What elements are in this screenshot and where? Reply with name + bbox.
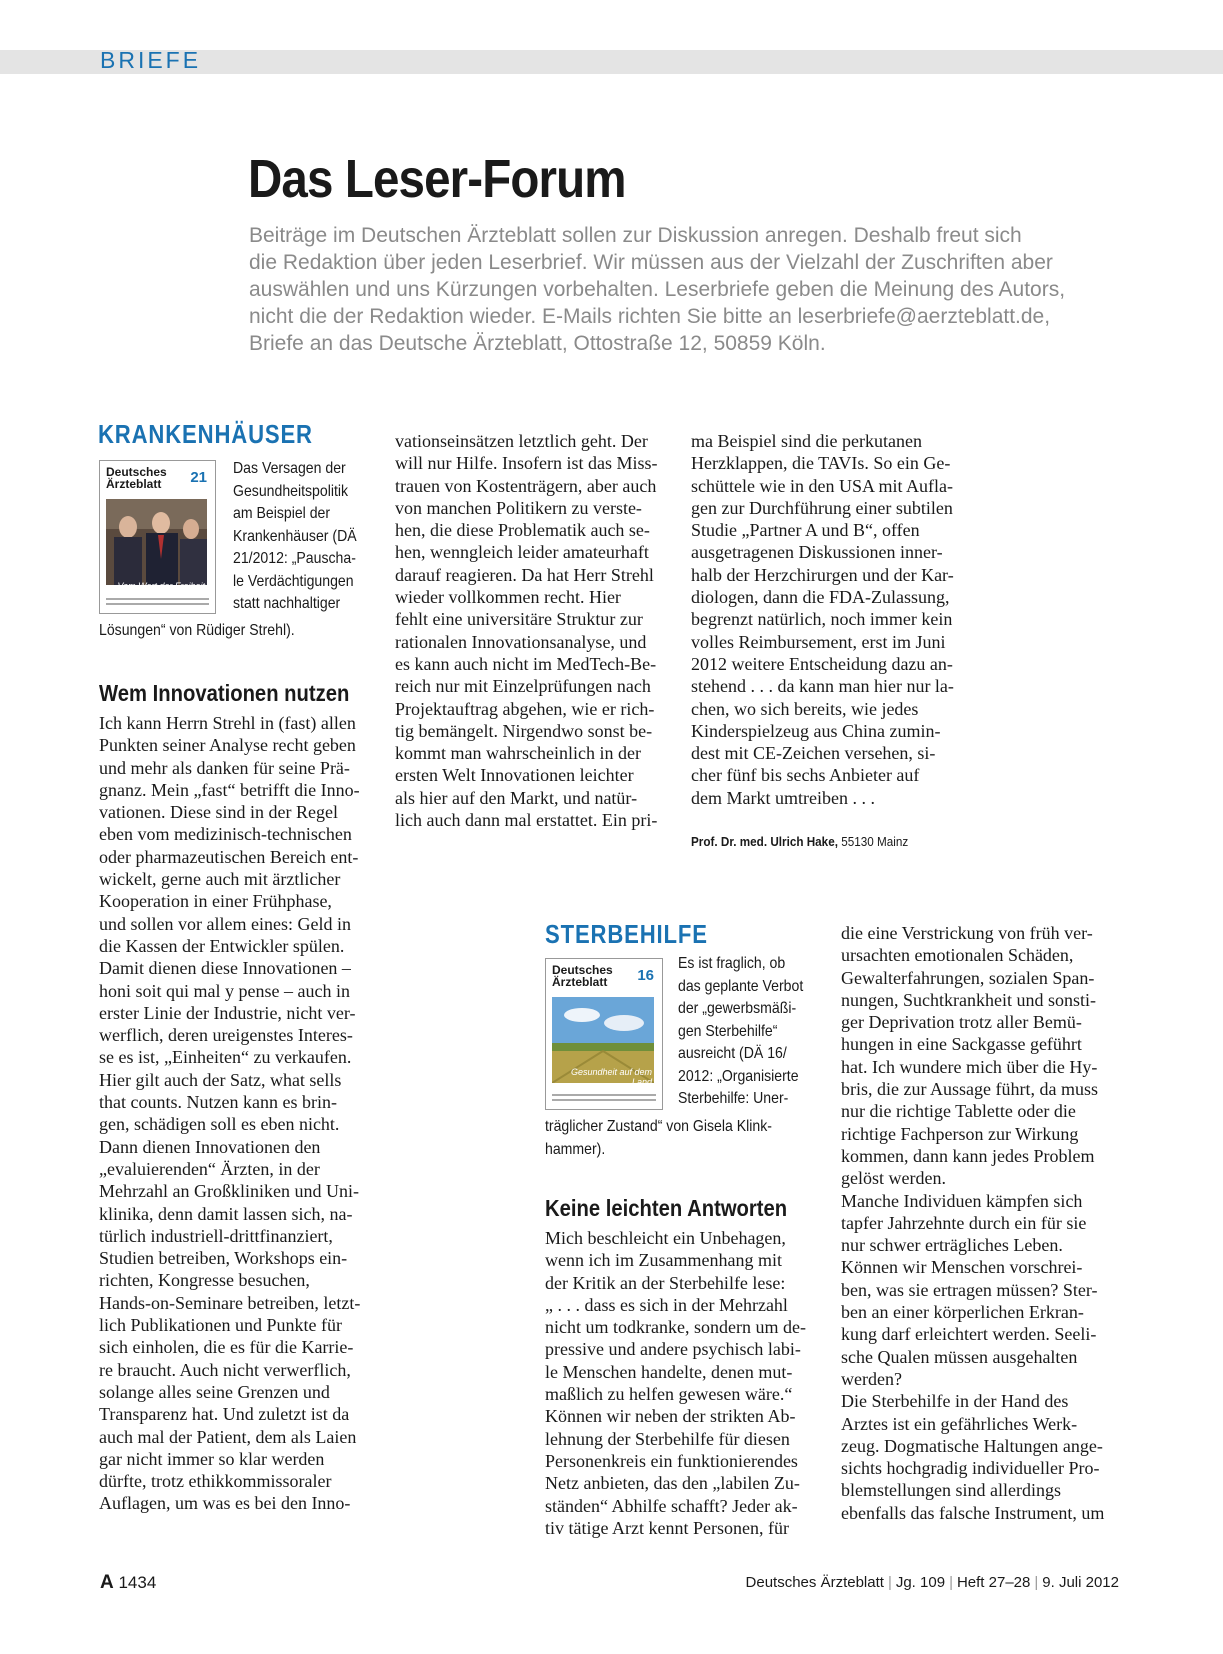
intro-line: Beiträge im Deutschen Ärzteblatt sollen zur Diskussion anregen. Deshalb freut sich [249, 224, 1022, 247]
text-line: le Verdächtigungen [233, 572, 354, 590]
text-line: die Kassen der Entwickler spülen. [99, 935, 345, 956]
text-line: lehnung der Sterbehilfe für diesen [545, 1428, 790, 1449]
text-line: hen, die diese Problematik auch se- [395, 520, 650, 541]
text-line: Prof. Dr. med. Ulrich Hake, [691, 834, 838, 849]
text-line: wenn ich im Zusammenhang mit [545, 1250, 782, 1271]
teaser-krankenhaeuser-last [99, 620, 321, 643]
text-line: tig bemängelt. Nirgendwo sonst be- [395, 720, 653, 741]
section-heading-krankenhaeuser: KRANKENHÄUSER [98, 419, 313, 449]
text-line: zeug. Dogmatische Haltungen ange- [841, 1435, 1103, 1456]
text-line: hen, wenngleich leider amateurhaft [395, 542, 649, 563]
text-line: stehend . . . da kann man hier nur la- [691, 676, 954, 697]
intro-line: nicht die der Redaktion wieder. E-Mails richten Sie bitte an leserbriefe@aerzteblatt.de, [249, 305, 1051, 328]
text-line: Netz anbieten, das den „labilen Zu- [545, 1473, 800, 1494]
cover-photo [106, 499, 209, 585]
text-line: erster Linie der Industrie, nicht ver- [99, 1002, 356, 1023]
cover-caption: Vom Wert der Freiheit [117, 581, 205, 591]
article1-column-3 [691, 430, 954, 809]
text-line: Deutsches Ärzteblatt [745, 1574, 884, 1591]
text-line: richtige Fachperson zur Wirkung [841, 1123, 1079, 1144]
intro-text [249, 222, 1149, 357]
text-line: se es ist, „Einheiten“ zu verkaufen. [99, 1047, 352, 1068]
text-line: reich nur mit Einzelprüfungen nach [395, 676, 651, 697]
text-line: nur schwer erträgliches Leben. [841, 1235, 1063, 1256]
text-line: diologen, dann die FDA-Zulassung, [691, 587, 950, 608]
text-line: der Kritik an der Sterbehilfe lese: [545, 1272, 786, 1293]
text-line: das geplante Verbot [678, 977, 804, 995]
text-line: hat. Ich wundere mich über die Hy- [841, 1056, 1098, 1077]
text-line: sichts hochgradig individueller Pro- [841, 1458, 1100, 1479]
text-line: Die Sterbehilfe in der Hand des [841, 1391, 1069, 1412]
text-line: darauf reagieren. Da hat Herr Strehl [395, 564, 654, 585]
text-line: lich Publikationen und Punkte für [99, 1315, 342, 1336]
text-line: sich einholen, die es für die Karrie- [99, 1337, 354, 1358]
text-line: blemstellungen sind allerdings [841, 1480, 1061, 1501]
text-line: Hands-on-Seminare betreiben, letzt- [99, 1292, 361, 1313]
text-line: wieder vollkommen recht. Hier [395, 587, 621, 608]
text-line: Ich kann Herrn Strehl in (fast) allen [99, 713, 356, 733]
text-line: lich auch dann mal erstattet. Ein pri- [395, 810, 658, 831]
article2-column-2 [841, 922, 1104, 1524]
text-line: le Menschen handelte, denen mut- [545, 1361, 793, 1382]
intro-line: die Redaktion über jeden Leserbrief. Wir müssen aus der Vielzahl der Zuschriften aber [249, 251, 1053, 274]
text-line: 21/2012: „Pauscha- [233, 550, 356, 567]
text-line: honi soit qui mal y pense – auch in [99, 980, 350, 1001]
text-line: Studie „Partner A und B“, offen [691, 520, 920, 541]
text-line: tiv tätige Arzt kennt Personen, für [545, 1517, 789, 1538]
text-line: von manchen Politikern zu verste- [395, 497, 642, 518]
text-line: ursachten emotionalen Schäden, [841, 945, 1074, 966]
text-line: bris, die zur Aussage führt, da muss [841, 1079, 1098, 1100]
text-line: „evaluierenden“ Ärzten, in der [99, 1158, 320, 1179]
text-line: kommt man wahrscheinlich in der [395, 743, 641, 764]
text-line: ständen“ Abhilfe schafft? Jeder ak- [545, 1495, 798, 1516]
section-label: BRIEFE [100, 47, 202, 73]
text-line: hungen in eine Sackgasse geführt [841, 1034, 1082, 1055]
text-line: türlich industriell-drittfinanziert, [99, 1225, 333, 1246]
text-line: Mehrzahl an Großkliniken und Uni- [99, 1181, 359, 1202]
text-line: richten, Kongresse besuchen, [99, 1270, 310, 1291]
text-line: ben, was sie ertragen müssen? Ster- [841, 1279, 1098, 1300]
text-line: Sterbehilfe: Uner- [678, 1090, 789, 1107]
text-line: 55130 Mainz [841, 834, 909, 849]
text-line: begrenzt natürlich, noch immer kein [691, 609, 953, 630]
text-line: ma Beispiel sind die perkutanen [691, 431, 922, 451]
text-line: werflich, deren ureigenstes Interes- [99, 1025, 353, 1046]
text-line: Arztes ist ein gefährliches Werk- [841, 1413, 1078, 1434]
text-line: Transparenz hat. Und zuletzt ist da [99, 1404, 350, 1425]
text-line: 2012 weitere Entscheidung dazu an- [691, 653, 953, 674]
text-line: gelöst werden. [841, 1168, 946, 1189]
cover-issue-number: 16 [637, 967, 654, 984]
text-line: sche Qualen müssen ausgehalten [841, 1346, 1078, 1367]
text-line: solange alles seine Grenzen und [99, 1381, 330, 1402]
intro-line: Briefe an das Deutsche Ärzteblatt, Ottostraße 12, 50859 Köln. [249, 332, 826, 355]
text-line: re braucht. Auch nicht verwerflich, [99, 1359, 351, 1380]
text-line: Ärzteblatt [106, 477, 162, 491]
cover-logo [106, 466, 167, 490]
text-line: statt nachhaltiger [233, 595, 341, 612]
magazine-cover-21 [99, 460, 216, 614]
text-line: ben an einer körperlichen Erkran- [841, 1302, 1084, 1323]
text-line: pressive und andere psychisch labi- [545, 1339, 801, 1360]
text-line: der „gewerbsmäßi- [678, 1000, 797, 1017]
article2-column-1 [545, 1227, 806, 1539]
text-line: Können wir neben der strikten Ab- [545, 1406, 796, 1427]
text-line: eben vom medizinisch-technischen [99, 824, 352, 845]
text-line: chen, wo sich bereits, wie jedes [691, 698, 919, 719]
text-line: gnanz. Mein „fast“ betrifft die Inno- [99, 779, 360, 800]
text-line: ausgetragenen Diskussionen inner- [691, 542, 943, 563]
text-line: Personenkreis ein funktionierendes [545, 1450, 798, 1471]
text-line: trauen von Kostenträgern, aber auch [395, 475, 657, 496]
text-line: schüttele wie in den USA mit Aufla- [691, 475, 953, 496]
text-line: gen Sterbehilfe“ [678, 1022, 778, 1040]
text-line: volles Reimbursement, erst im Juni [691, 631, 946, 652]
text-line: und sollen vor allem eines: Geld in [99, 913, 351, 934]
text-line: Mich beschleicht ein Unbehagen, [545, 1228, 786, 1248]
text-line: dest mit CE-Zeichen versehen, si- [691, 743, 936, 764]
cover-footer-lines [552, 1091, 656, 1103]
page-number [100, 1572, 156, 1594]
text-line: werden? [841, 1368, 902, 1389]
text-line: als hier auf den Markt, und natür- [395, 787, 638, 808]
text-line: nungen, Suchtkrankheit und sonsti- [841, 989, 1096, 1010]
text-line: oder pharmazeutischen Bereich ent- [99, 846, 359, 867]
text-line: Damit dienen diese Innovationen – [99, 958, 351, 979]
text-line: tapfer Jahrzehnte durch ein für sie [841, 1212, 1087, 1233]
text-line: maßlich zu helfen gewesen wäre.“ [545, 1384, 793, 1405]
text-line: am Beispiel der [233, 505, 331, 522]
text-line: die eine Verstrickung von früh ver- [841, 923, 1093, 943]
text-line: nicht um todkranke, sondern um de- [545, 1317, 806, 1338]
section-heading-sterbehilfe: STERBEHILFE [545, 919, 708, 949]
text-line: vationseinsätzen letztlich geht. Der [395, 431, 648, 451]
text-line: Lösungen“ von Rüdiger Strehl). [99, 622, 295, 639]
text-line: und mehr als danken für seine Prä- [99, 757, 350, 778]
text-line: Deutsches [552, 963, 613, 977]
text-line: gar nicht immer so klar werden [99, 1448, 325, 1469]
text-line: auch mal der Patient, dem als Laien [99, 1426, 357, 1447]
text-line: Es ist fraglich, ob [678, 955, 786, 972]
text-line: 2012: „Organisierte [678, 1067, 799, 1085]
text-line: gen zur Durchführung einer subtilen [691, 497, 953, 518]
text-line: cher fünf bis sechs Anbieter auf [691, 765, 920, 786]
page-title: Das Leser-Forum [248, 149, 626, 209]
article-headline-antworten: Keine leichten Antworten [545, 1195, 788, 1221]
text-line: Punkten seiner Analyse recht geben [99, 735, 356, 756]
text-line: Manche Individuen kämpfen sich [841, 1190, 1083, 1211]
text-line: Können wir Menschen vorschrei- [841, 1257, 1083, 1278]
text-line: träglicher Zustand“ von Gisela Klink- [545, 1118, 772, 1135]
intro-line: auswählen und uns Kürzungen vorbehalten. Leserbriefe geben die Meinung des Autors, [249, 278, 1066, 301]
text-line: Kinderspielzeug aus China zumin- [691, 720, 941, 741]
teaser-sterbehilfe-last [545, 1116, 803, 1161]
article-headline-innovationen: Wem Innovationen nutzen [99, 680, 350, 706]
article1-column-1 [99, 712, 360, 1515]
text-line: Gewalterfahrungen, sozialen Span- [841, 967, 1095, 988]
text-line: Herzklappen, die TAVIs. So ein Ge- [691, 453, 951, 474]
text-line: hammer). [545, 1140, 606, 1158]
text-line: Hier gilt auch der Satz, what sells [99, 1069, 342, 1090]
text-line: kommen, dann kann jedes Problem [841, 1145, 1095, 1166]
text-line: halb der Herzchirurgen und der Kar- [691, 564, 954, 585]
text-line: klinika, denn damit lassen sich, na- [99, 1203, 353, 1224]
text-line: Projektauftrag abgehen, wie er rich- [395, 698, 655, 719]
text-line: Jg. 109 [895, 1574, 946, 1591]
author-signature [691, 834, 908, 849]
text-line: Dann dienen Innovationen den [99, 1136, 321, 1157]
text-line: „ . . . dass es sich in der Mehrzahl [545, 1294, 788, 1315]
text-line: Studien betreiben, Workshops ein- [99, 1248, 348, 1269]
text-line: will nur Hilfe. Insofern ist das Miss- [395, 453, 658, 474]
text-line: vationen. Diese sind in der Regel [99, 802, 338, 823]
teaser-sterbehilfe [678, 953, 820, 1111]
text-line: Gesundheitspolitik [233, 482, 349, 500]
teaser-krankenhaeuser [233, 458, 374, 616]
text-line: Heft 27–28 [956, 1574, 1031, 1591]
text-line: Deutsches [106, 465, 167, 479]
text-line: Krankenhäuser (DÄ [233, 527, 357, 545]
text-line: es kann auch nicht im MedTech-Be- [395, 653, 657, 674]
text-line: rationalen Innovationsanalyse, und [395, 631, 647, 652]
journal-footer: Deutsches Ärzteblatt | Jg. 109 | Heft 27–28 | 9. Juli 2012 [745, 1574, 1119, 1591]
text-line: ausreicht (DÄ 16/ [678, 1045, 787, 1062]
text-line: nur die richtige Tablette oder die [841, 1101, 1076, 1122]
text-line: dem Markt umtreiben . . . [691, 787, 875, 808]
text-line: Das Versagen der [233, 460, 346, 477]
text-line: wickelt, gerne auch mit ärztlicher [99, 869, 341, 890]
text-line: that counts. Nutzen kann es brin- [99, 1092, 337, 1113]
cover-footer-lines [106, 595, 209, 607]
text-line: 1434 [118, 1573, 157, 1592]
text-line: 9. Juli 2012 [1042, 1574, 1119, 1591]
text-line: gen, schädigen soll es eben nicht. [99, 1114, 340, 1135]
text-line: kung darf erleichtert werden. Seeli- [841, 1324, 1097, 1345]
text-line: ger Deprivation trotz aller Bemü- [841, 1012, 1082, 1033]
text-line: Ärzteblatt [552, 975, 608, 989]
article1-column-2 [395, 430, 657, 831]
text-line: A [100, 1572, 114, 1593]
text-line: ersten Welt Innovationen leichter [395, 765, 634, 786]
cover-issue-number: 21 [190, 469, 207, 486]
cover-caption: Gesundheit auf dem Land [570, 1067, 652, 1087]
cover-logo [552, 964, 613, 988]
text-line: Auflagen, um was es bei den Inno- [99, 1493, 351, 1514]
text-line: ebenfalls das falsche Instrument, um [841, 1502, 1105, 1523]
text-line: dürfte, trotz ethikkommissoraler [99, 1471, 332, 1492]
magazine-cover-16 [545, 958, 663, 1110]
text-line: fehlt eine universitäre Struktur zur [395, 609, 643, 630]
text-line: Kooperation in einer Frühphase, [99, 891, 332, 912]
